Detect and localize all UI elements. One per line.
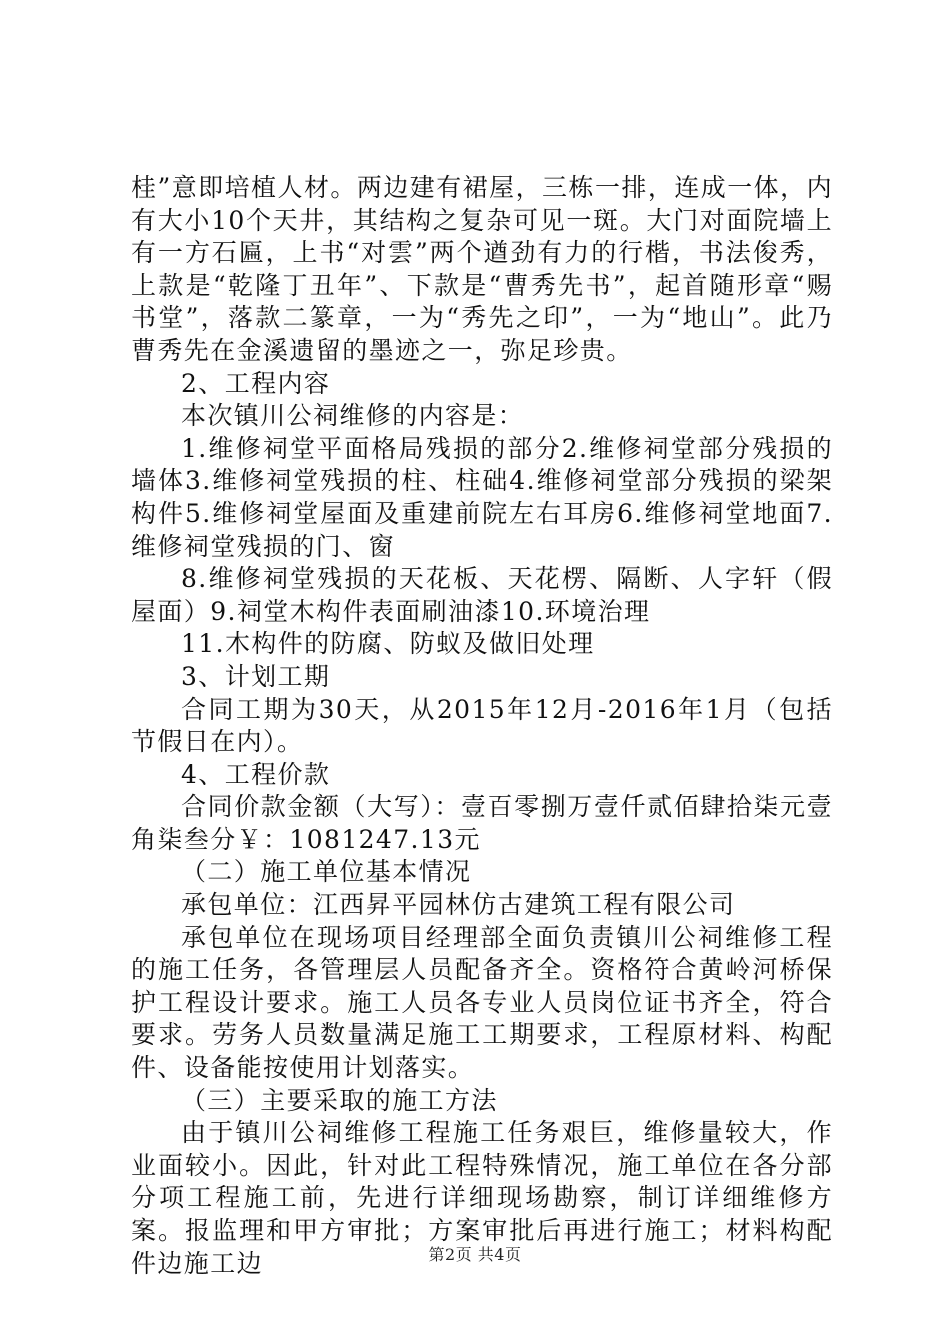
heading-planned-schedule: 3、计划工期 bbox=[181, 661, 331, 691]
document-body bbox=[131, 172, 833, 1280]
paragraph-ancestral-hall-description: 桂”意即培植人材。两边建有裙屋，三栋一排，连成一体，内有大小10个天井，其结构之复杂可见一斑。大门对面院墙上有一方石匾，上书“对雲”两个遒劲有力的行楷，书法俊秀，上款是“乾隆丁丑年”、下款是“曹秀先书”，起首随形章“赐书堂”，落款二篆章，一为“秀先之印”，一为“地山”。此乃曹秀先在金溪遗留的墨迹之一，弥足珍贵。 bbox=[131, 173, 833, 365]
heading-construction-methods: （三）主要采取的施工方法 bbox=[181, 1085, 498, 1115]
heading-contractor-info: （二）施工单位基本情况 bbox=[181, 857, 472, 887]
paragraph-contractor-name: 承包单位：江西昇平园林仿古建筑工程有限公司 bbox=[181, 890, 736, 920]
paragraph-construction-methods: 由于镇川公祠维修工程施工任务艰巨，维修量较大，作业面较小。因此，针对此工程特殊情况，施工单位在各分部分项工程施工前，先进行详细现场勘察，制订详细维修方案。报监理和甲方审批；方案审批后再进行施工；材料构配件边施工边 bbox=[131, 1118, 833, 1278]
paragraph-maintenance-item-11: 11.木构件的防腐、防蚁及做旧处理 bbox=[181, 629, 595, 659]
heading-project-price: 4、工程价款 bbox=[181, 759, 331, 789]
paragraph-maintenance-items-8-10: 8.维修祠堂残损的天花板、天花楞、隔断、人字轩（假屋面）9.祠堂木构件表面刷油漆10.环境治理 bbox=[131, 564, 833, 626]
paragraph-contract-period: 合同工期为30天，从2015年12月-2016年1月（包括节假日在内）。 bbox=[131, 694, 833, 757]
heading-project-content: 2、工程内容 bbox=[181, 368, 331, 398]
paragraph-maintenance-intro: 本次镇川公祠维修的内容是： bbox=[181, 401, 525, 431]
paragraph-contractor-description: 承包单位在现场项目经理部全面负责镇川公祠维修工程的施工任务，各管理层人员配备齐全。资格符合黄岭河桥保护工程设计要求。施工人员各专业人员岗位证书齐全，符合要求。劳务人员数量满足施工工期要求，工程原材料、构配件、设备能按使用计划落实。 bbox=[131, 922, 833, 1083]
page-number-footer: 第2页 共4页 bbox=[428, 1245, 522, 1264]
paragraph-contract-amount: 合同价款金额（大写）：壹百零捌万壹仟贰佰肆拾柒元壹角柒叁分￥：1081247.13元 bbox=[131, 792, 833, 854]
paragraph-maintenance-items-1-7: 1.维修祠堂平面格局残损的部分2.维修祠堂部分残损的墙体3.维修祠堂残损的柱、柱础4.维修祠堂部分残损的梁架构件5.维修祠堂屋面及重建前院左右耳房6.维修祠堂地面7.维修祠堂残损的门、窗 bbox=[131, 433, 833, 561]
